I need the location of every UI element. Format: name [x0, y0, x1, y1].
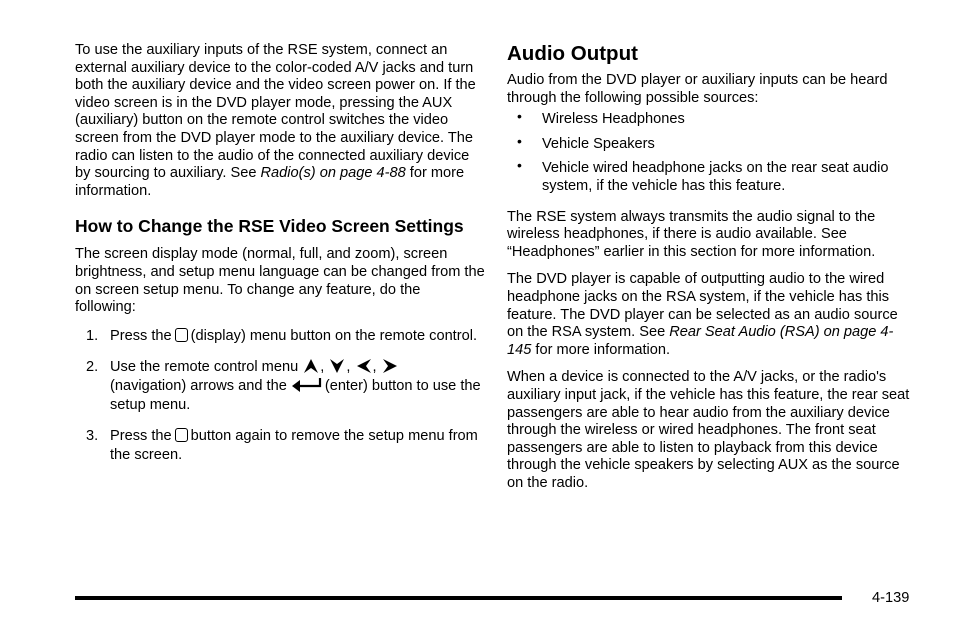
- intro-text-end: for more information.: [75, 165, 465, 199]
- arrow-down-icon: [329, 358, 345, 374]
- separator: ,: [320, 358, 325, 375]
- enter-icon: [290, 377, 322, 392]
- steps-list: [75, 327, 485, 465]
- list-item-text: Vehicle wired headphone jacks on the rear seat audio system, if the vehicle has this feature.: [542, 160, 889, 194]
- display-button-icon: [175, 428, 188, 442]
- bullet-icon: •: [517, 108, 522, 125]
- arrow-left-icon: [356, 358, 372, 374]
- section-heading-video-settings: How to Change the RSE Video Screen Settings: [75, 216, 464, 237]
- step-number: 2.: [86, 358, 99, 375]
- settings-paragraph: The screen display mode (normal, full, and zoom), screen brightness, and setup menu language can be changed from the on screen setup menu. To change any feature, do the following:: [75, 246, 485, 316]
- arrow-up-icon: [303, 358, 319, 374]
- arrow-right-icon: [382, 358, 398, 374]
- bullet-icon: •: [517, 157, 522, 174]
- list-item: [507, 108, 912, 129]
- step-2: [75, 358, 485, 415]
- radio-reference: Radio(s) on page 4-88: [260, 165, 406, 182]
- step-1: [75, 327, 485, 346]
- intro-paragraph: [75, 42, 485, 200]
- separator: ,: [346, 358, 351, 375]
- step-text: button again to remove the setup menu from the screen.: [110, 427, 478, 463]
- list-item-text: Wireless Headphones: [542, 111, 685, 128]
- audio-intro-paragraph: Audio from the DVD player or auxiliary inputs can be heard through the following possible sources:: [507, 72, 888, 106]
- audio-sources-list: [507, 108, 912, 195]
- dvd-audio-paragraph: [507, 271, 912, 359]
- rse-transmits-paragraph: The RSE system always transmits the audio signal to the wireless headphones, if there is audio available. See “Headphones” earlier in this section for more information.: [507, 208, 876, 260]
- bullet-icon: •: [517, 132, 522, 149]
- step-text: (enter) button to use the setup menu.: [110, 377, 481, 413]
- step-number: 3.: [86, 427, 99, 444]
- footer-rule: [75, 596, 842, 600]
- list-item: [507, 157, 912, 195]
- display-button-icon: [175, 328, 188, 342]
- rsa-reference: Rear Seat Audio (RSA) on page 4-145: [507, 324, 894, 358]
- step-text: Press the: [110, 427, 172, 444]
- list-item-text: Vehicle Speakers: [542, 135, 655, 152]
- paragraph-text: The DVD player is capable of outputting audio to the wired headphone jacks on the RSA system, if the vehicle has this feature. The DVD player can be selected as an audio source on the RSA system. See: [507, 271, 898, 341]
- step-text: Use the remote control menu: [110, 358, 299, 375]
- page-number: 4-139: [872, 590, 910, 606]
- section-heading-audio-output: Audio Output: [507, 42, 638, 65]
- intro-text: To use the auxiliary inputs of the RSE system, connect an external auxiliary device to the color-coded A/V jacks and turn both the auxiliary device and the video screen power on. If the video screen is in the DVD player mode, pressing the AUX (auxiliary) button on the remote control switches the video screen from the DVD player mode to the auxiliary device. The radio can listen to the audio of the connected auxiliary device by sourcing to auxiliary. See: [75, 42, 476, 182]
- separator: ,: [372, 358, 377, 375]
- left-column: [75, 42, 485, 477]
- step-text: (navigation) arrows and the: [110, 377, 287, 394]
- list-item: [507, 132, 912, 154]
- paragraph-text-end: for more information.: [531, 341, 671, 358]
- step-3: [75, 427, 485, 465]
- av-jacks-paragraph: When a device is connected to the A/V jacks, or the radio's auxiliary input jack, if the vehicle has this feature, the rear seat passengers are able to hear audio from the auxiliary device through the wireless or wired headphones. The front seat passengers are able to listen to playback from this device through the vehicle speakers by selecting AUX as the source on the radio.: [507, 369, 910, 491]
- step-number: 1.: [86, 327, 99, 344]
- step-text: Press the: [110, 327, 172, 344]
- right-column: [507, 42, 912, 502]
- step-text: (display) menu button on the remote control.: [190, 327, 478, 344]
